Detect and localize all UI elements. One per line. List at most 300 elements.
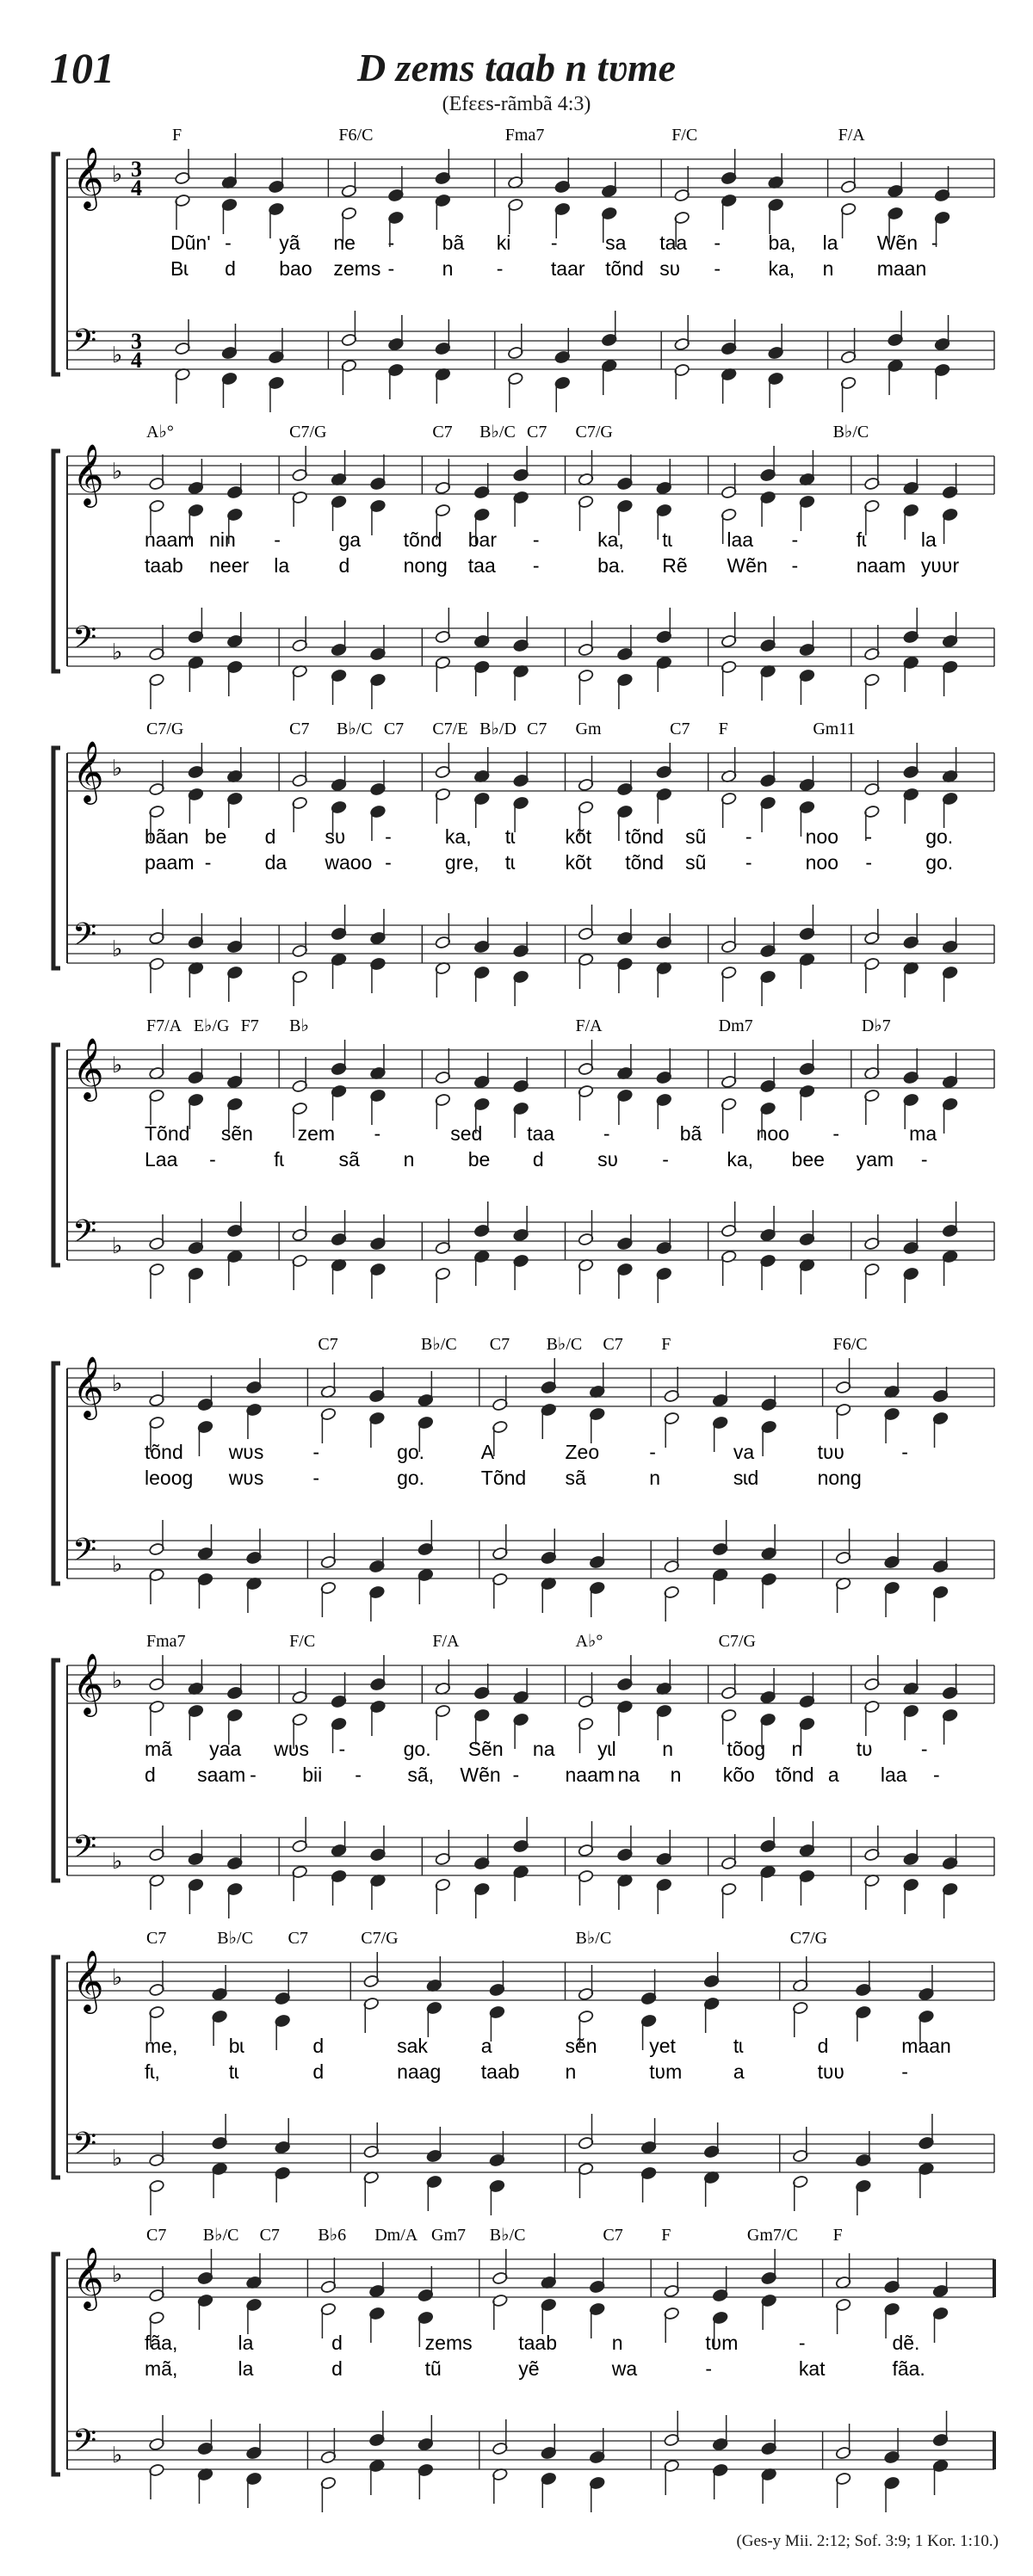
bass-note: [799, 953, 815, 989]
tenor-note: [513, 616, 529, 652]
bass-clef-icon: 𝄢: [72, 2423, 97, 2467]
melody-note: [760, 446, 776, 482]
alto-note: [721, 1097, 737, 1134]
system-1: [53, 126, 994, 374]
tenor-note: [188, 608, 204, 644]
lyric-syllable: wʋs: [274, 1738, 310, 1760]
lyric-syllable: nong: [817, 1467, 862, 1489]
melody-note: [149, 1655, 165, 1691]
melody-note: [418, 1371, 434, 1407]
alto-note: [863, 499, 880, 535]
bass-note: [934, 363, 950, 399]
tenor-note: [768, 324, 784, 360]
melody-note: [149, 1371, 165, 1407]
lyric-syllable: n: [649, 1467, 660, 1489]
melody-note: [884, 2258, 900, 2294]
lyric-syllable: wʋs: [228, 1467, 264, 1489]
bass-note: [370, 1263, 387, 1299]
melody-note: [760, 1668, 776, 1704]
bass-note: [703, 2171, 720, 2207]
tenor-note: [578, 621, 594, 657]
bass-note: [760, 1254, 776, 1290]
tenor-note: [370, 625, 387, 661]
bass-note: [197, 2468, 213, 2504]
tenor-note: [513, 1817, 529, 1853]
lyric-syllable: kõt: [565, 851, 592, 874]
tenor-note: [175, 319, 191, 355]
tenor-note: [703, 2122, 720, 2159]
bass-note: [246, 2472, 263, 2508]
bass-note: [331, 1258, 347, 1294]
bass-note: [863, 1263, 880, 1299]
alto-note: [589, 2302, 605, 2338]
lyric-syllable: tũ: [424, 2357, 442, 2380]
bass-note: [664, 1585, 680, 1622]
tenor-note: [855, 2131, 871, 2167]
tenor-note: [792, 2127, 808, 2163]
lyric-syllable: go.: [397, 1467, 425, 1489]
lyric-syllable: -: [250, 1764, 257, 1786]
alto-note: [435, 1704, 451, 1740]
chord-symbol: C7/G: [575, 423, 613, 442]
lyric-syllable: sũ: [685, 825, 707, 848]
tenor-note: [435, 913, 451, 949]
flat-key-signature: ♭: [112, 639, 123, 664]
treble-clef-icon: 𝄞: [72, 145, 104, 208]
bass-note: [149, 2463, 165, 2499]
lyric-syllable: -: [385, 825, 392, 848]
bass-note: [616, 1263, 633, 1299]
tenor-note: [760, 922, 776, 958]
melody-note: [149, 760, 165, 796]
chord-symbol: Dm7: [718, 1016, 753, 1035]
tenor-note: [331, 1821, 347, 1857]
bass-note: [640, 2166, 657, 2202]
lyric-syllable: sũ: [685, 851, 707, 874]
lyric-syllable: -: [532, 554, 540, 577]
system-bracket: [53, 154, 60, 374]
melody-note: [855, 1961, 871, 1997]
lyric-syllable: Wẽn: [460, 1764, 501, 1786]
hymn-number: 101: [50, 44, 114, 92]
bass-note: [149, 957, 165, 993]
hymn-subtitle: (Efɛɛs-rãmbã 4:3): [442, 93, 591, 115]
tenor-note: [331, 1210, 347, 1246]
chord-symbol: C7: [288, 1929, 308, 1948]
tenor-note: [640, 2118, 657, 2154]
melody-note: [188, 1048, 204, 1084]
bass-note: [656, 961, 672, 998]
melody-note: [370, 1044, 387, 1080]
alto-note: [197, 1420, 213, 1456]
alto-note: [513, 491, 529, 527]
tenor-note: [435, 1219, 451, 1255]
alto-note: [761, 2294, 777, 2330]
melody-note: [492, 1375, 508, 1412]
hymn-title: D zems taab n tʋme: [356, 46, 677, 90]
alto-note: [840, 202, 857, 238]
tenor-note: [712, 1520, 728, 1556]
lyric-syllable: -: [920, 1148, 928, 1171]
tenor-note: [320, 1533, 337, 1569]
bass-note: [492, 2468, 508, 2504]
bass-note: [489, 2179, 505, 2215]
lyric-syllable: fɩ,: [145, 2060, 160, 2083]
bass-clef-icon: 𝄢: [72, 917, 97, 961]
melody-note: [435, 1048, 451, 1084]
alto-note: [492, 1420, 508, 1456]
alto-note: [903, 1704, 919, 1740]
melody-note: [903, 1048, 919, 1084]
lyric-syllable: -: [714, 232, 721, 254]
tenor-note: [656, 1219, 672, 1255]
alto-note: [792, 2001, 808, 2037]
bass-note: [721, 1882, 737, 1918]
tenor-note: [188, 913, 204, 949]
tenor-note: [435, 608, 451, 644]
tenor-note: [292, 1206, 308, 1242]
melody-note: [473, 1664, 490, 1700]
alto-note: [934, 211, 950, 247]
lyric-syllable: yʋʋr: [920, 554, 960, 577]
chord-symbol: A♭°: [575, 1632, 603, 1651]
flat-key-signature: ♭: [112, 343, 123, 368]
lyric-syllable: Wẽn: [727, 554, 768, 577]
chord-symbol: B♭/C: [421, 1335, 457, 1354]
chord-symbol: F/A: [838, 126, 865, 145]
bass-note: [370, 1874, 387, 1910]
tenor-note: [473, 612, 490, 648]
bass-note: [616, 957, 633, 993]
chord-symbol: B♭/C: [546, 1335, 583, 1354]
bass-note: [835, 2472, 851, 2508]
tenor-note: [473, 917, 490, 954]
tenor-note: [903, 913, 919, 949]
melody-note: [942, 1664, 958, 1700]
melody-note: [149, 1044, 165, 1080]
melody-note: [513, 446, 529, 482]
melody-note: [292, 1057, 308, 1093]
melody-note: [840, 158, 857, 194]
melody-note: [246, 2253, 263, 2289]
tenor-note: [601, 311, 617, 347]
melody-note: [888, 162, 904, 198]
lyric-syllable: n: [565, 2060, 577, 2083]
melody-note: [578, 1672, 594, 1708]
bass-note: [513, 664, 529, 701]
alto-note: [712, 1416, 728, 1452]
bass-staff: [67, 331, 994, 369]
lyric-syllable: -: [745, 851, 752, 874]
lyric-syllable: sa: [605, 232, 627, 254]
melody-note: [656, 743, 672, 779]
lyric-syllable: n: [822, 257, 834, 280]
lyric-syllable: sʋ: [597, 1148, 619, 1171]
lyric-syllable: -: [387, 257, 395, 280]
alto-note: [370, 499, 387, 535]
bass-note: [226, 1250, 243, 1286]
tenor-note: [674, 315, 690, 351]
melody-note: [226, 1053, 243, 1089]
bass-note: [721, 660, 737, 696]
lyric-syllable: tʋʋ: [817, 1441, 845, 1463]
tenor-note: [370, 1214, 387, 1251]
tenor-note: [473, 1202, 490, 1238]
tenor-note: [835, 2424, 851, 2460]
alto-note: [370, 1700, 387, 1736]
tenor-note: [903, 608, 919, 644]
bass-note: [888, 359, 904, 395]
alto-note: [835, 2298, 851, 2334]
tenor-note: [246, 2424, 263, 2460]
alto-note: [721, 792, 737, 828]
alto-note: [768, 198, 784, 234]
lyric-syllable: A: [480, 1441, 495, 1463]
alto-note: [903, 503, 919, 540]
tenor-note: [942, 1834, 958, 1870]
lyric-syllable: tʋm: [649, 2060, 683, 2083]
melody-note: [188, 743, 204, 779]
lyric-syllable: mã: [145, 1738, 172, 1760]
alto-note: [149, 1700, 165, 1736]
tenor-note: [712, 2415, 728, 2451]
melody-note: [435, 1659, 451, 1696]
alto-note: [760, 796, 776, 832]
lyric-syllable: -: [714, 257, 721, 280]
lyric-syllable: -: [865, 851, 873, 874]
lyric-syllable: ga: [338, 528, 362, 551]
tenor-note: [721, 1202, 737, 1238]
lyric-syllable: tɩ: [228, 2060, 239, 2083]
lyric-syllable: ba,: [768, 232, 796, 254]
chord-symbol: F: [661, 1335, 671, 1354]
lyric-syllable: -: [274, 528, 281, 551]
lyric-syllable: fãa.: [892, 2357, 925, 2380]
lyric-syllable: bii: [302, 1764, 323, 1786]
bass-note: [221, 372, 238, 408]
tenor-note: [149, 625, 165, 661]
tenor-note: [616, 625, 633, 661]
chord-symbol: F: [718, 720, 728, 738]
lyric-syllable: Tõnd: [145, 1122, 190, 1145]
system-3: [53, 720, 994, 968]
bass-note: [149, 673, 165, 709]
lyric-syllable: taab: [518, 2332, 557, 2354]
system-4: [53, 1016, 994, 1265]
chord-symbol: F7/A: [146, 1016, 182, 1035]
treble-staff: [67, 753, 994, 791]
alto-note: [799, 1717, 815, 1753]
melody-note: [320, 2258, 337, 2294]
melody-note: [703, 1952, 720, 1988]
lyric-syllable: paam: [145, 851, 195, 874]
lyric-syllable: la: [274, 554, 290, 577]
melody-note: [473, 463, 490, 499]
bass-note: [760, 1865, 776, 1901]
bass-note: [721, 966, 737, 1002]
tenor-note: [656, 608, 672, 644]
lyric-syllable: Bɩ: [170, 257, 189, 280]
flat-key-signature: ♭: [112, 162, 123, 187]
lyric-syllable: -: [920, 1738, 928, 1760]
alto-note: [541, 2298, 557, 2334]
lyric-syllable: bee: [791, 1148, 825, 1171]
bass-note: [674, 363, 690, 399]
chord-symbol: C7/G: [789, 1929, 828, 1948]
alto-note: [942, 508, 958, 544]
chord-symbol: F/C: [671, 126, 698, 145]
scripture-reference: (Ges-y Mii. 2:12; Sof. 3:9; 1 Kor. 1:10.): [736, 2532, 999, 2550]
lyric-syllable: n: [791, 1738, 803, 1760]
alto-note: [554, 202, 571, 238]
alto-note: [435, 788, 451, 824]
melody-note: [656, 1659, 672, 1696]
melody-note: [541, 2253, 557, 2289]
chord-symbol: C7: [432, 423, 453, 442]
melody-note: [370, 760, 387, 796]
chord-symbol: C7: [527, 423, 547, 442]
melody-note: [664, 1367, 680, 1403]
chord-symbol: B♭/C: [489, 2226, 526, 2245]
chord-symbol: C7: [318, 1335, 338, 1354]
melody-note: [473, 747, 490, 783]
bass-clef-icon: 𝄢: [72, 1214, 97, 1257]
bass-note: [656, 656, 672, 692]
bass-clef-icon: 𝄢: [72, 1829, 97, 1873]
alto-note: [513, 796, 529, 832]
melody-note: [275, 1969, 291, 2005]
lyric-syllable: taa: [467, 554, 496, 577]
chord-symbol: C7: [259, 2226, 280, 2245]
lyric-syllable: -: [355, 1764, 362, 1786]
tenor-note: [799, 905, 815, 941]
bass-note: [435, 656, 451, 692]
bass-note: [712, 1568, 728, 1604]
melody-note: [363, 1952, 380, 1988]
bass-note: [513, 1865, 529, 1901]
alto-note: [275, 2014, 291, 2050]
lyric-syllable: va: [733, 1441, 755, 1463]
lyric-syllable: -: [901, 1441, 908, 1463]
lyric-syllable: -: [649, 1441, 656, 1463]
melody-note: [368, 2262, 385, 2298]
melody-note: [799, 756, 815, 792]
tenor-note: [942, 917, 958, 954]
tenor-note: [760, 1206, 776, 1242]
bass-note: [513, 1254, 529, 1290]
lyric-syllable: tõnd: [625, 825, 665, 848]
lyric-syllable: -: [374, 1122, 381, 1145]
melody-note: [578, 1965, 594, 2001]
tenor-note: [884, 1533, 900, 1569]
treble-clef-icon: 𝄞: [72, 2246, 104, 2308]
alto-note: [863, 1089, 880, 1125]
tenor-note: [246, 1529, 263, 1565]
bass-note: [942, 966, 958, 1002]
lyric-syllable: da: [264, 851, 288, 874]
lyric-syllable: bɩ: [228, 2035, 244, 2057]
bass-staff: [67, 1222, 994, 1260]
lyric-syllable: nin: [209, 528, 236, 551]
tenor-note: [799, 1210, 815, 1246]
chord-symbol: F: [832, 2226, 843, 2245]
tenor-note: [341, 311, 357, 347]
lyric-syllable: ne: [333, 232, 356, 254]
alto-note: [799, 495, 815, 531]
melody-note: [269, 158, 285, 194]
melody-note: [188, 459, 204, 495]
bass-note: [368, 1585, 385, 1622]
bass-note: [320, 1581, 337, 1617]
tenor-note: [492, 2419, 508, 2456]
lyric-syllable: -: [932, 1764, 940, 1786]
tenor-note: [760, 1817, 776, 1853]
lyric-syllable: tõnd: [775, 1764, 814, 1786]
melody-note: [246, 1358, 263, 1394]
chord-symbol: B♭/C: [337, 720, 373, 738]
lyric-syllable: naag: [397, 2060, 442, 2083]
treble-clef-icon: 𝄞: [72, 1652, 104, 1714]
lyric-syllable: taa: [527, 1122, 555, 1145]
alto-note: [589, 1407, 605, 1443]
bass-note: [370, 673, 387, 709]
alto-note: [760, 491, 776, 527]
tenor-note: [492, 1524, 508, 1560]
lyric-syllable: d: [312, 2060, 325, 2083]
lyric-syllable: wʋs: [228, 1441, 264, 1463]
tenor-note: [197, 1524, 213, 1560]
melody-note: [601, 162, 617, 198]
melody-note: [370, 454, 387, 491]
bass-note: [799, 669, 815, 705]
lyric-syllable: -: [550, 232, 558, 254]
tenor-note: [863, 625, 880, 661]
bass-clef-icon: 𝄢: [72, 1532, 97, 1576]
flat-key-signature: ♭: [112, 2443, 123, 2468]
lyric-syllable: mã,: [145, 2357, 178, 2380]
time-signature: 3: [131, 157, 142, 182]
lyric-syllable: noo: [756, 1122, 789, 1145]
lyric-syllable: -: [791, 528, 799, 551]
bass-note: [188, 961, 204, 998]
lyric-syllable: la: [238, 2357, 254, 2380]
system-7: [53, 1929, 994, 2178]
bass-note: [320, 2476, 337, 2512]
bass-note: [331, 669, 347, 705]
bass-note: [792, 2175, 808, 2211]
lyric-syllable: Tõnd: [480, 1467, 527, 1489]
lyric-syllable: tõnd: [625, 851, 665, 874]
bass-note: [435, 368, 451, 404]
lyric-syllable: -: [496, 257, 504, 280]
melody-note: [884, 1362, 900, 1399]
tenor-note: [226, 1202, 243, 1238]
bass-note: [884, 1581, 900, 1617]
alto-note: [578, 495, 594, 531]
lyric-syllable: tɩ: [733, 2035, 744, 2057]
bass-note: [426, 2175, 442, 2211]
melody-note: [197, 2249, 213, 2285]
lyric-syllable: sẽn: [565, 2035, 597, 2057]
bass-note: [761, 2468, 777, 2504]
bass-note: [799, 1869, 815, 1906]
tenor-note: [578, 2114, 594, 2150]
melody-note: [370, 1655, 387, 1691]
bass-note: [656, 1878, 672, 1914]
melody-note: [835, 1358, 851, 1394]
chord-symbol: B♭6: [318, 2226, 347, 2245]
tenor-note: [221, 324, 238, 360]
